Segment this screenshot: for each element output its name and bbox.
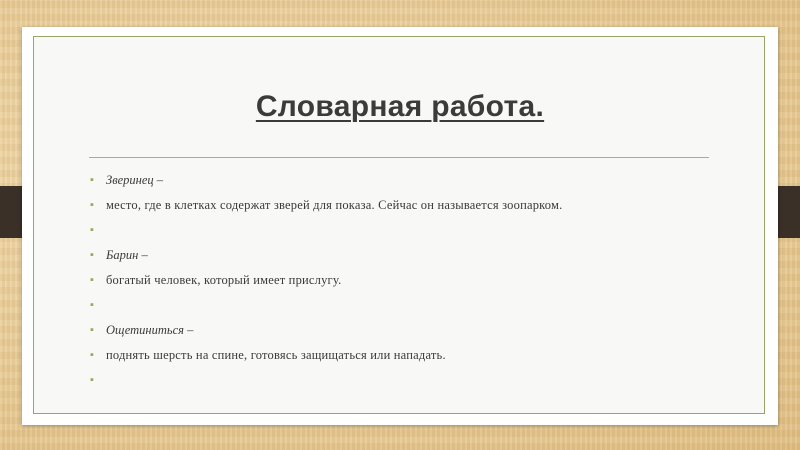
slide: [22, 27, 778, 425]
bullet-icon: ▪: [90, 224, 94, 236]
slide-title: Словарная работа.: [255, 90, 545, 123]
term-text: Барин –: [106, 248, 148, 262]
definition-text: место, где в клетках содержат зверей для показа. Сейчас он называется зоопарком.: [106, 198, 563, 212]
list-item-empty: [90, 298, 562, 323]
term-text: Ощетиниться –: [106, 323, 194, 337]
bullet-icon: ▪: [90, 249, 94, 261]
bullet-icon: ▪: [90, 199, 94, 211]
bullet-icon: ▪: [90, 374, 94, 386]
bullet-icon: ▪: [90, 274, 94, 286]
title-divider: [89, 157, 709, 158]
list-item-empty: [90, 373, 562, 398]
bullet-list: [90, 173, 562, 398]
list-item-term: [90, 323, 562, 348]
term-text: Зверинец –: [106, 173, 164, 187]
bullet-icon: ▪: [90, 174, 94, 186]
definition-text: богатый человек, который имеет прислугу.: [106, 273, 342, 287]
definition-text: поднять шерсть на спине, готовясь защищаться или нападать.: [106, 348, 446, 362]
list-item-empty: [90, 223, 562, 248]
list-item-definition: [90, 273, 562, 298]
bullet-icon: ▪: [90, 299, 94, 311]
list-item-term: [90, 248, 562, 273]
list-item-definition: [90, 348, 562, 373]
bullet-icon: ▪: [90, 349, 94, 361]
list-item-definition: [90, 198, 562, 223]
bullet-icon: ▪: [90, 324, 94, 336]
list-item-term: [90, 173, 562, 198]
